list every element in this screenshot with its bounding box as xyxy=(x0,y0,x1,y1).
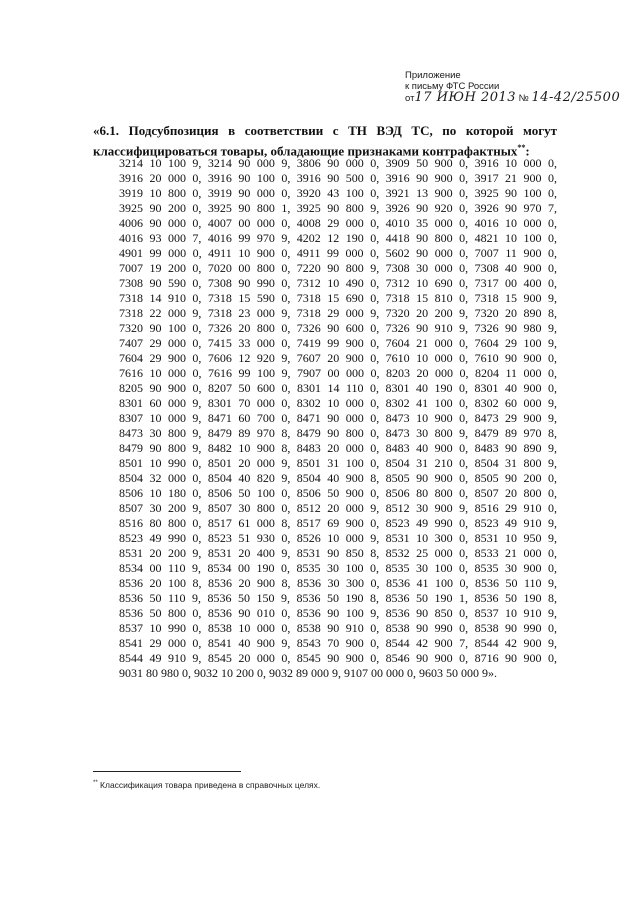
code-line: 3925 90 200 0, 3925 90 800 1, 3925 90 800 9, 3926 90 920 0, 3926 90 970 7, xyxy=(119,201,557,215)
code-line: 8534 00 110 9, 8534 00 190 0, 8535 30 100 0, 8535 30 100 0, 8535 30 900 0, xyxy=(119,561,557,575)
footnote xyxy=(93,780,320,790)
code-line: 7318 14 910 0, 7318 15 590 0, 7318 15 690 0, 7318 15 810 0, 7318 15 900 9, xyxy=(119,291,557,305)
code-line: 8541 29 000 0, 8541 40 900 9, 8543 70 900 0, 8544 42 900 7, 8544 42 900 9, xyxy=(119,636,557,650)
code-line: 4901 99 000 0, 4911 10 900 0, 4911 99 000 0, 5602 90 000 0, 7007 11 900 0, xyxy=(119,246,557,260)
code-line: 4006 90 000 0, 4007 00 000 0, 4008 29 000 0, 4010 35 000 0, 4016 10 000 0, xyxy=(119,216,557,230)
attachment-block xyxy=(405,70,620,104)
code-line: 7308 90 590 0, 7308 90 990 0, 7312 10 490 0, 7312 10 690 0, 7317 00 400 0, xyxy=(119,276,557,290)
heading-footnote-mark: ** xyxy=(517,143,526,152)
heading-colon: : xyxy=(525,143,530,159)
code-line: 8537 10 990 0, 8538 10 000 0, 8538 90 910 0, 8538 90 990 0, 8538 90 990 0, xyxy=(119,621,557,635)
code-line: 7407 29 000 0, 7415 33 000 0, 7419 99 900 0, 7604 21 000 0, 7604 29 100 9, xyxy=(119,336,557,350)
footnote-text: Классификация товара приведена в справочных целях. xyxy=(100,780,321,790)
code-line: 4016 93 000 7, 4016 99 970 9, 4202 12 190 0, 4418 90 800 0, 4821 10 100 0, xyxy=(119,231,557,245)
code-line: 8536 50 110 9, 8536 50 150 9, 8536 50 190 8, 8536 50 190 1, 8536 50 190 8, xyxy=(119,591,557,605)
code-line: 7007 19 200 0, 7020 00 800 0, 7220 90 800 9, 7308 30 000 0, 7308 40 900 0, xyxy=(119,261,557,275)
section-heading-text: «6.1. Подсубпозиция в соответствии с ТН ВЭД ТС, по которой могут классифицироваться товары, обладающие признаками контрафактных xyxy=(93,123,557,159)
code-line: 9031 80 980 0, 9032 10 200 0, 9032 89 000 9, 9107 00 000 0, 9603 50 000 9». xyxy=(119,666,497,680)
footnote-divider xyxy=(93,771,241,772)
attachment-title: Приложение xyxy=(405,70,461,81)
code-line: 8205 90 900 0, 8207 50 600 0, 8301 14 110 0, 8301 40 190 0, 8301 40 900 0, xyxy=(119,381,557,395)
attachment-letter-number: 14-42/25500 xyxy=(531,90,621,105)
attachment-date-prefix: от xyxy=(405,93,415,104)
code-line: 8536 20 100 8, 8536 20 900 8, 8536 30 300 0, 8536 41 100 0, 8536 50 110 9, xyxy=(119,576,557,590)
code-line: 7604 29 900 0, 7606 12 920 9, 7607 20 900 0, 7610 10 000 0, 7610 90 900 0, xyxy=(119,351,557,365)
code-line: 3214 10 100 9, 3214 90 000 9, 3806 90 000 0, 3909 50 900 0, 3916 10 000 0, xyxy=(119,156,557,170)
code-line: 8544 49 910 9, 8545 20 000 0, 8545 90 900 0, 8546 90 900 0, 8716 90 900 0, xyxy=(119,651,557,665)
attachment-date-number xyxy=(405,92,620,104)
footnote-mark: ** xyxy=(93,780,98,787)
code-line: 7616 10 000 0, 7616 99 100 9, 7907 00 000 0, 8203 20 000 0, 8204 11 000 0, xyxy=(119,366,557,380)
tariff-code-list xyxy=(119,156,557,681)
attachment-number-sign: № xyxy=(518,93,529,104)
code-line: 8307 10 000 9, 8471 60 700 0, 8471 90 000 0, 8473 10 900 0, 8473 29 900 9, xyxy=(119,411,557,425)
code-line: 8504 32 000 0, 8504 40 820 9, 8504 40 900 8, 8505 90 900 0, 8505 90 200 0, xyxy=(119,471,557,485)
attachment-date-stamp: 17 ИЮН 2013 xyxy=(414,90,517,105)
code-line: 8507 30 200 9, 8507 30 800 0, 8512 20 000 9, 8512 30 900 9, 8516 29 910 0, xyxy=(119,501,557,515)
code-line: 7320 90 100 0, 7326 20 800 0, 7326 90 600 0, 7326 90 910 9, 7326 90 980 9, xyxy=(119,321,557,335)
code-line: 8536 50 800 0, 8536 90 010 0, 8536 90 100 9, 8536 90 850 0, 8537 10 910 9, xyxy=(119,606,557,620)
code-line: 8479 90 800 9, 8482 10 900 8, 8483 20 000 0, 8483 40 900 0, 8483 90 890 9, xyxy=(119,441,557,455)
section-heading xyxy=(93,122,557,159)
code-line: 3919 10 800 0, 3919 90 000 0, 3920 43 100 0, 3921 13 900 0, 3925 90 100 0, xyxy=(119,186,557,200)
code-line: 8506 10 180 0, 8506 50 100 0, 8506 50 900 0, 8506 80 800 0, 8507 20 800 0, xyxy=(119,486,557,500)
code-line: 8531 20 200 9, 8531 20 400 9, 8531 90 850 8, 8532 25 000 0, 8533 21 000 0, xyxy=(119,546,557,560)
attachment-letter-ref: к письму ФТС России xyxy=(405,81,500,92)
code-line: 8501 10 990 0, 8501 20 000 9, 8501 31 100 0, 8504 31 210 0, 8504 31 800 9, xyxy=(119,456,557,470)
code-line: 8301 60 000 9, 8301 70 000 0, 8302 10 000 0, 8302 41 100 0, 8302 60 000 9, xyxy=(119,396,557,410)
code-line: 8516 80 800 0, 8517 61 000 8, 8517 69 900 0, 8523 49 990 0, 8523 49 910 9, xyxy=(119,516,557,530)
code-line: 8523 49 990 0, 8523 51 930 0, 8526 10 000 9, 8531 10 300 0, 8531 10 950 9, xyxy=(119,531,557,545)
code-line: 8473 30 800 9, 8479 89 970 8, 8479 90 800 0, 8473 30 800 9, 8479 89 970 8, xyxy=(119,426,557,440)
code-line: 3916 20 000 0, 3916 90 100 0, 3916 90 500 0, 3916 90 900 0, 3917 21 900 0, xyxy=(119,171,557,185)
code-line: 7318 22 000 9, 7318 23 000 9, 7318 29 000 9, 7320 20 200 9, 7320 20 890 8, xyxy=(119,306,557,320)
